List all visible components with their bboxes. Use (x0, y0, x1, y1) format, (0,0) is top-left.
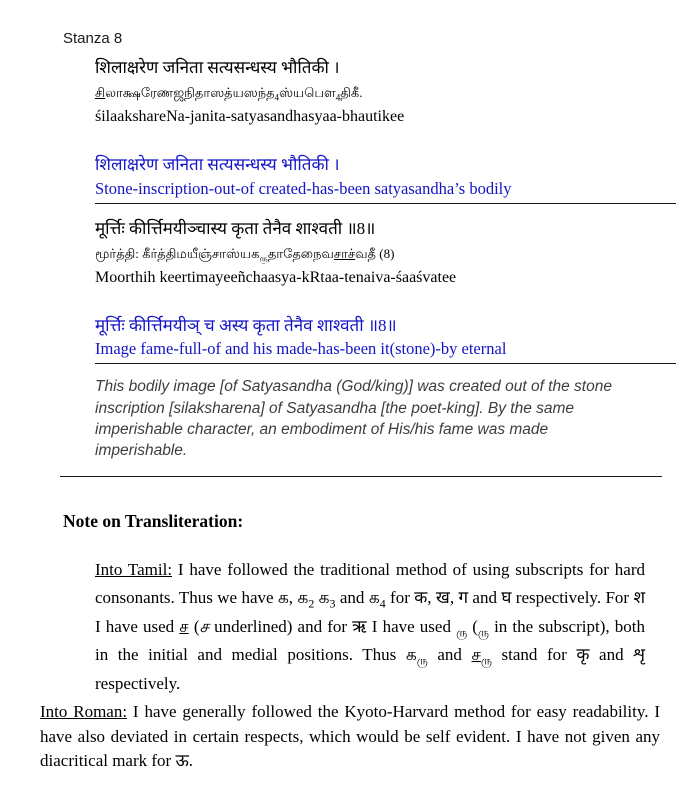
verse1-gloss-block (95, 154, 646, 198)
note-text: I have followed the traditional method of using subscripts for hard consonants. Thus we have க, க (95, 559, 645, 608)
verse1-source-block (95, 57, 646, 126)
note-text: in the subscript), both in the initial and medial positions. Thus க (95, 616, 645, 665)
into-roman-lead: Into Roman: (40, 702, 128, 722)
subscript-ru: ரு (477, 625, 489, 640)
note-text: stand for कृ and शृ respectively. (95, 645, 646, 693)
underlined-cha: ச (471, 645, 481, 665)
verse2-word-gloss: Image fame-full-of and his made-has-been it(stone)-by eternal (95, 339, 507, 359)
verse2-roman-transliteration: Moorthih keertimayeeñchaasya-kRtaa-tenaiva-śaaśvatee (95, 268, 457, 286)
note-text: ( (467, 616, 478, 636)
subscript-digit: 4 (379, 596, 386, 611)
subscript-ru: ரு (480, 653, 492, 668)
verse1-word-gloss: Stone-inscription-out-of created-has-been satyasandha’s bodily (95, 178, 512, 198)
verse2-tamil-transliteration (95, 246, 646, 263)
note-text: underlined) and for ऋ I have used (208, 616, 457, 636)
verse1-tamil-text: லாக்ஷரேணஜநிதாஸத்யஸந்த (105, 85, 275, 101)
italic-cha: ச (199, 616, 209, 636)
verse1-tamil-text: திகீ. (340, 85, 363, 101)
into-roman-paragraph (40, 700, 660, 773)
verse2-tamil-subscript: ரு (259, 253, 268, 264)
verse1-devanagari-blue: शिलाक्षरेण जनिता सत्यसन्धस्य भौतिकी । (95, 155, 340, 175)
verse1-tamil-text: ஸ்யபௌ (279, 85, 336, 101)
verse2-tamil-underlined: சாச் (333, 245, 356, 261)
verse1-tamil-transliteration (95, 85, 646, 102)
underlined-cha: ச (179, 616, 189, 636)
translation-paragraph: This bodily image [of Satyasandha (God/king)] was created out of the stone inscription [silaksharena] of Satyasandha [the poet-king]. By the same imperishable character, an embodiment of His/his fame was made imperishable. (95, 378, 612, 460)
verse2-tamil-text: வதீ (8) (355, 245, 395, 261)
note-text: க (314, 588, 330, 608)
verse2-devanagari: मूर्त्तिः कीर्त्तिमयीञ्चास्य कृता तेनैव शाश्वती ॥8॥ (95, 218, 376, 238)
into-tamil-lead: Into Tamil: (95, 559, 173, 579)
verse2-gloss-block (95, 315, 646, 359)
stanza-heading: Stanza 8 (63, 30, 123, 47)
subscript-ru: ரு (456, 625, 468, 640)
subscript-ru: ரு (416, 653, 428, 668)
note-text: and க (335, 588, 380, 608)
verse2-source-block (95, 218, 646, 287)
verse2-tamil-text: மூர்த்தி: கீர்த்திமயீஞ்சாஸ்யக (95, 245, 260, 261)
verse1-tamil-underlined: சி (95, 85, 106, 101)
verse1-tamil-subscript: 4 (274, 92, 280, 103)
note-text: for क, ख, ग and घ respectively. For श I have used (95, 588, 646, 636)
note-text: I have generally followed the Kyoto-Harvard method for easy readability. I have also deviated in certain respects, which would be self evident. I have not given any diacritical mark for ऊ. (40, 702, 661, 770)
divider-rule (95, 203, 676, 204)
divider-rule (60, 476, 662, 477)
note-heading: Note on Transliteration: (63, 510, 244, 531)
verse1-roman-transliteration: śilaakshareNa-janita-satyasandhasyaa-bhautikee (95, 108, 405, 126)
verse1-devanagari: शिलाक्षरेण जनिता सत्यसन्धस्य भौतिकी । (95, 58, 340, 77)
into-tamil-paragraph (95, 556, 645, 699)
subscript-digit: 3 (329, 596, 336, 611)
verse1-tamil-subscript: 4 (335, 92, 341, 103)
note-text: and (427, 645, 472, 665)
divider-rule (95, 363, 676, 364)
verse2-devanagari-blue: मूर्त्तिः कीर्त्तिमयीञ् च अस्य कृता तेनैव शाश्वती ॥8॥ (95, 315, 397, 335)
subscript-digit: 2 (308, 596, 315, 611)
verse2-tamil-text: தாதேநைவ (267, 245, 334, 261)
note-text: ( (188, 616, 200, 636)
